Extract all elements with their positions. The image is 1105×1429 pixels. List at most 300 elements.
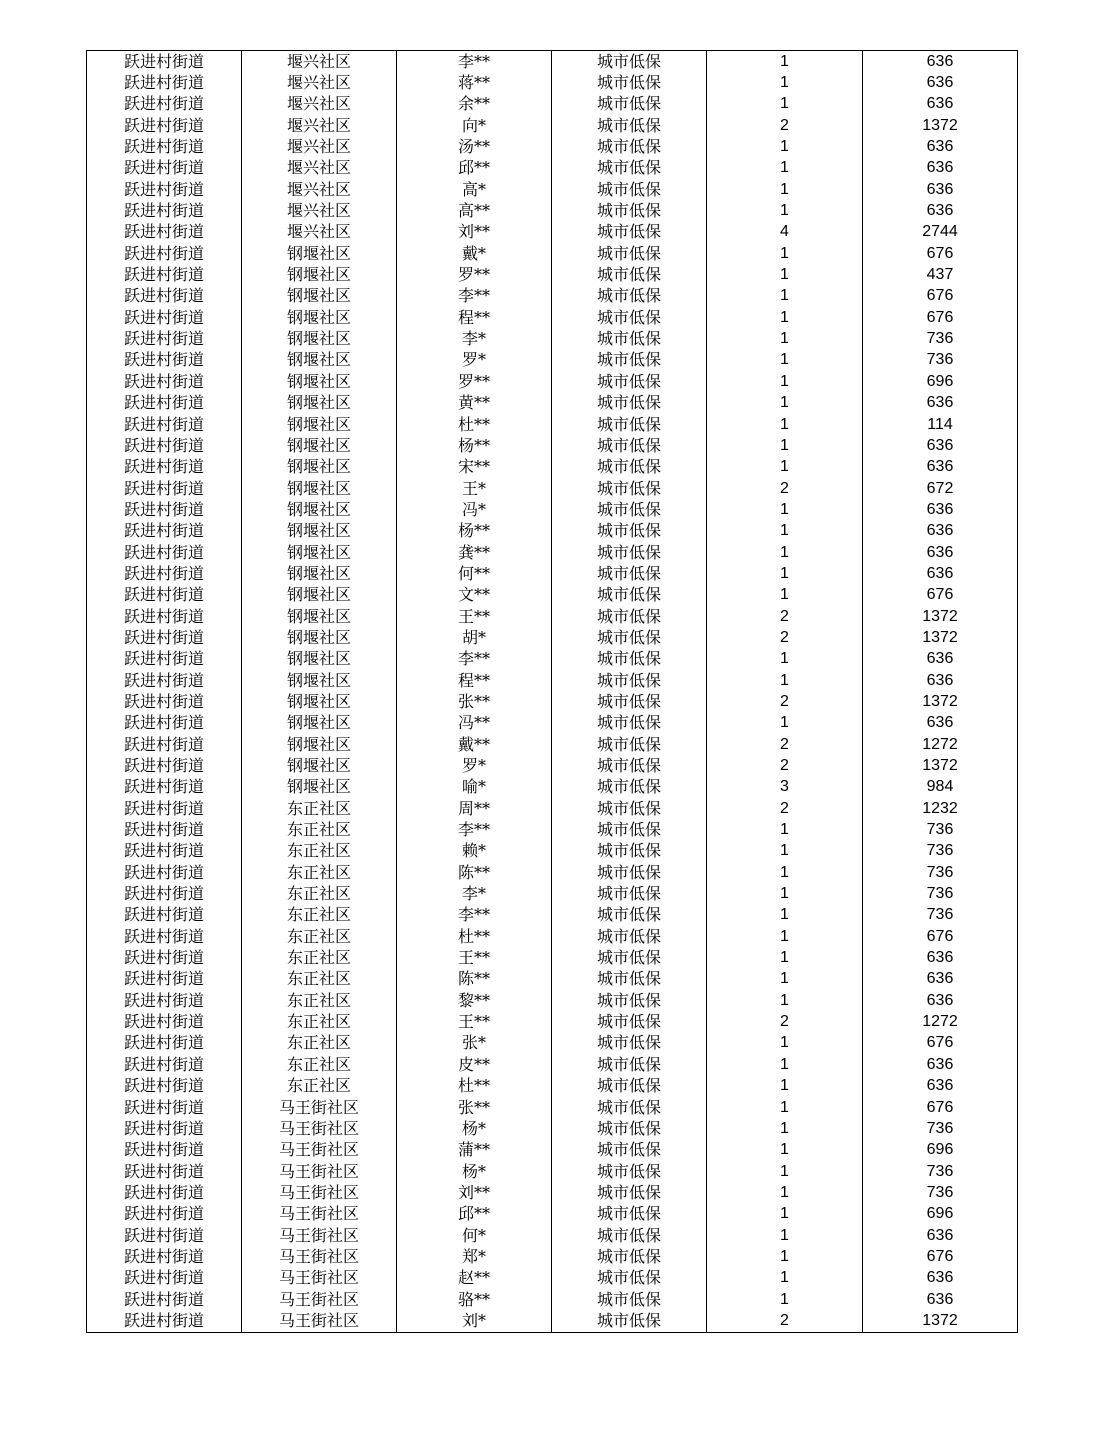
table-row [87, 371, 1018, 392]
cell-name: 周** [397, 798, 552, 819]
cell-category: 城市低保 [552, 179, 707, 200]
cell-community: 钢堰社区 [242, 307, 397, 328]
cell-category: 城市低保 [552, 1118, 707, 1139]
cell-name: 黄** [397, 393, 552, 414]
cell-persons: 1 [707, 200, 863, 221]
cell-street: 跃进村街道 [87, 1225, 242, 1246]
cell-street: 跃进村街道 [87, 1033, 242, 1054]
cell-name: 王** [397, 947, 552, 968]
cell-persons: 1 [707, 51, 863, 73]
cell-name: 李* [397, 328, 552, 349]
cell-amount: 1372 [863, 627, 1018, 648]
table-row [87, 200, 1018, 221]
cell-category: 城市低保 [552, 990, 707, 1011]
cell-street: 跃进村街道 [87, 841, 242, 862]
cell-category: 城市低保 [552, 521, 707, 542]
table-row [87, 1140, 1018, 1161]
table-row [87, 115, 1018, 136]
cell-community: 东正社区 [242, 969, 397, 990]
cell-category: 城市低保 [552, 798, 707, 819]
cell-amount: 636 [863, 393, 1018, 414]
cell-street: 跃进村街道 [87, 627, 242, 648]
cell-street: 跃进村街道 [87, 371, 242, 392]
table-row [87, 521, 1018, 542]
cell-persons: 1 [707, 94, 863, 115]
cell-name: 罗** [397, 371, 552, 392]
cell-street: 跃进村街道 [87, 691, 242, 712]
cell-name: 王* [397, 478, 552, 499]
cell-name: 陈** [397, 969, 552, 990]
cell-name: 杨* [397, 1161, 552, 1182]
cell-persons: 1 [707, 264, 863, 285]
cell-community: 马王街社区 [242, 1097, 397, 1118]
table-row [87, 94, 1018, 115]
table-row [87, 478, 1018, 499]
cell-amount: 636 [863, 521, 1018, 542]
cell-street: 跃进村街道 [87, 286, 242, 307]
cell-community: 东正社区 [242, 1033, 397, 1054]
cell-persons: 1 [707, 1182, 863, 1203]
cell-community: 马王街社区 [242, 1182, 397, 1203]
table-row [87, 1033, 1018, 1054]
cell-amount: 636 [863, 1268, 1018, 1289]
cell-amount: 636 [863, 649, 1018, 670]
cell-name: 宋** [397, 457, 552, 478]
cell-amount: 676 [863, 1097, 1018, 1118]
cell-category: 城市低保 [552, 200, 707, 221]
cell-name: 骆** [397, 1289, 552, 1310]
cell-community: 钢堰社区 [242, 713, 397, 734]
cell-amount: 984 [863, 777, 1018, 798]
cell-persons: 1 [707, 563, 863, 584]
cell-street: 跃进村街道 [87, 1140, 242, 1161]
cell-street: 跃进村街道 [87, 521, 242, 542]
cell-persons: 3 [707, 777, 863, 798]
cell-amount: 636 [863, 457, 1018, 478]
cell-community: 钢堰社区 [242, 371, 397, 392]
cell-name: 冯** [397, 713, 552, 734]
cell-community: 钢堰社区 [242, 499, 397, 520]
table-row [87, 499, 1018, 520]
cell-name: 李** [397, 649, 552, 670]
table-row [87, 264, 1018, 285]
cell-persons: 1 [707, 179, 863, 200]
cell-street: 跃进村街道 [87, 755, 242, 776]
table-row [87, 1289, 1018, 1310]
cell-name: 张** [397, 691, 552, 712]
table-row [87, 136, 1018, 157]
cell-persons: 1 [707, 819, 863, 840]
cell-community: 东正社区 [242, 1011, 397, 1032]
cell-persons: 1 [707, 713, 863, 734]
cell-community: 东正社区 [242, 990, 397, 1011]
cell-amount: 636 [863, 713, 1018, 734]
cell-street: 跃进村街道 [87, 328, 242, 349]
cell-street: 跃进村街道 [87, 926, 242, 947]
cell-amount: 636 [863, 51, 1018, 73]
cell-category: 城市低保 [552, 72, 707, 93]
table-row [87, 1268, 1018, 1289]
cell-amount: 736 [863, 905, 1018, 926]
cell-amount: 736 [863, 1161, 1018, 1182]
cell-community: 钢堰社区 [242, 777, 397, 798]
table-row [87, 414, 1018, 435]
cell-name: 戴** [397, 734, 552, 755]
table-row [87, 1097, 1018, 1118]
cell-community: 东正社区 [242, 819, 397, 840]
cell-name: 罗* [397, 755, 552, 776]
cell-category: 城市低保 [552, 819, 707, 840]
cell-amount: 676 [863, 1246, 1018, 1267]
cell-amount: 736 [863, 1118, 1018, 1139]
cell-persons: 1 [707, 1225, 863, 1246]
table-row [87, 1161, 1018, 1182]
cell-category: 城市低保 [552, 435, 707, 456]
cell-persons: 1 [707, 1289, 863, 1310]
cell-category: 城市低保 [552, 158, 707, 179]
table-row [87, 777, 1018, 798]
cell-name: 杜** [397, 926, 552, 947]
cell-street: 跃进村街道 [87, 264, 242, 285]
table-row [87, 307, 1018, 328]
cell-category: 城市低保 [552, 1076, 707, 1097]
cell-name: 胡* [397, 627, 552, 648]
cell-community: 钢堰社区 [242, 734, 397, 755]
cell-name: 李** [397, 905, 552, 926]
cell-category: 城市低保 [552, 777, 707, 798]
cell-community: 钢堰社区 [242, 755, 397, 776]
cell-name: 李* [397, 883, 552, 904]
cell-amount: 636 [863, 1289, 1018, 1310]
table-row [87, 1246, 1018, 1267]
cell-category: 城市低保 [552, 94, 707, 115]
cell-name: 皮** [397, 1054, 552, 1075]
cell-amount: 1372 [863, 755, 1018, 776]
cell-street: 跃进村街道 [87, 51, 242, 73]
cell-name: 余** [397, 94, 552, 115]
cell-persons: 2 [707, 734, 863, 755]
cell-community: 马王街社区 [242, 1268, 397, 1289]
cell-category: 城市低保 [552, 606, 707, 627]
cell-persons: 1 [707, 947, 863, 968]
table-row [87, 883, 1018, 904]
cell-category: 城市低保 [552, 1033, 707, 1054]
cell-community: 堰兴社区 [242, 200, 397, 221]
cell-amount: 636 [863, 563, 1018, 584]
cell-persons: 1 [707, 286, 863, 307]
cell-community: 马王街社区 [242, 1204, 397, 1225]
cell-category: 城市低保 [552, 862, 707, 883]
cell-category: 城市低保 [552, 649, 707, 670]
table-row [87, 862, 1018, 883]
cell-category: 城市低保 [552, 969, 707, 990]
cell-street: 跃进村街道 [87, 1011, 242, 1032]
table-row [87, 926, 1018, 947]
cell-amount: 636 [863, 990, 1018, 1011]
roster-body [87, 51, 1018, 1333]
cell-community: 钢堰社区 [242, 286, 397, 307]
cell-street: 跃进村街道 [87, 499, 242, 520]
cell-persons: 1 [707, 521, 863, 542]
cell-amount: 736 [863, 841, 1018, 862]
cell-street: 跃进村街道 [87, 1097, 242, 1118]
cell-street: 跃进村街道 [87, 777, 242, 798]
cell-persons: 1 [707, 542, 863, 563]
cell-category: 城市低保 [552, 478, 707, 499]
cell-community: 钢堰社区 [242, 243, 397, 264]
cell-community: 钢堰社区 [242, 606, 397, 627]
cell-persons: 1 [707, 862, 863, 883]
table-row [87, 1076, 1018, 1097]
cell-community: 堰兴社区 [242, 72, 397, 93]
cell-name: 杜** [397, 1076, 552, 1097]
cell-persons: 1 [707, 72, 863, 93]
cell-persons: 1 [707, 990, 863, 1011]
cell-category: 城市低保 [552, 947, 707, 968]
cell-amount: 636 [863, 969, 1018, 990]
cell-persons: 1 [707, 841, 863, 862]
cell-amount: 636 [863, 499, 1018, 520]
cell-amount: 696 [863, 1140, 1018, 1161]
table-row [87, 457, 1018, 478]
cell-persons: 1 [707, 393, 863, 414]
cell-category: 城市低保 [552, 713, 707, 734]
cell-name: 邱** [397, 1204, 552, 1225]
cell-category: 城市低保 [552, 1289, 707, 1310]
cell-name: 蒋** [397, 72, 552, 93]
cell-persons: 2 [707, 1310, 863, 1332]
cell-category: 城市低保 [552, 51, 707, 73]
cell-persons: 1 [707, 457, 863, 478]
cell-community: 钢堰社区 [242, 542, 397, 563]
cell-category: 城市低保 [552, 926, 707, 947]
cell-street: 跃进村街道 [87, 862, 242, 883]
cell-category: 城市低保 [552, 222, 707, 243]
cell-community: 堰兴社区 [242, 179, 397, 200]
cell-street: 跃进村街道 [87, 1204, 242, 1225]
table-row [87, 1011, 1018, 1032]
cell-name: 程** [397, 670, 552, 691]
cell-community: 东正社区 [242, 947, 397, 968]
cell-persons: 1 [707, 1204, 863, 1225]
cell-name: 罗** [397, 264, 552, 285]
cell-street: 跃进村街道 [87, 136, 242, 157]
cell-name: 蒲** [397, 1140, 552, 1161]
cell-amount: 676 [863, 286, 1018, 307]
cell-persons: 1 [707, 1268, 863, 1289]
cell-name: 高* [397, 179, 552, 200]
cell-persons: 2 [707, 606, 863, 627]
table-row [87, 179, 1018, 200]
cell-category: 城市低保 [552, 905, 707, 926]
cell-persons: 4 [707, 222, 863, 243]
cell-community: 马王街社区 [242, 1310, 397, 1332]
cell-persons: 1 [707, 499, 863, 520]
cell-amount: 1272 [863, 734, 1018, 755]
cell-street: 跃进村街道 [87, 414, 242, 435]
cell-community: 钢堰社区 [242, 627, 397, 648]
cell-amount: 1232 [863, 798, 1018, 819]
table-row [87, 1310, 1018, 1332]
cell-persons: 1 [707, 307, 863, 328]
cell-name: 邱** [397, 158, 552, 179]
cell-category: 城市低保 [552, 1204, 707, 1225]
cell-community: 东正社区 [242, 883, 397, 904]
cell-amount: 114 [863, 414, 1018, 435]
cell-street: 跃进村街道 [87, 350, 242, 371]
cell-street: 跃进村街道 [87, 670, 242, 691]
cell-amount: 736 [863, 862, 1018, 883]
cell-category: 城市低保 [552, 1140, 707, 1161]
cell-category: 城市低保 [552, 414, 707, 435]
assistance-roster-table [86, 50, 1018, 1333]
cell-category: 城市低保 [552, 115, 707, 136]
cell-name: 张** [397, 1097, 552, 1118]
cell-street: 跃进村街道 [87, 1182, 242, 1203]
cell-name: 杜** [397, 414, 552, 435]
cell-category: 城市低保 [552, 1225, 707, 1246]
cell-street: 跃进村街道 [87, 798, 242, 819]
cell-name: 赵** [397, 1268, 552, 1289]
cell-amount: 676 [863, 585, 1018, 606]
cell-street: 跃进村街道 [87, 606, 242, 627]
cell-amount: 636 [863, 200, 1018, 221]
cell-name: 向* [397, 115, 552, 136]
cell-amount: 636 [863, 72, 1018, 93]
table-row [87, 435, 1018, 456]
cell-community: 钢堰社区 [242, 264, 397, 285]
cell-category: 城市低保 [552, 307, 707, 328]
table-row [87, 819, 1018, 840]
cell-community: 钢堰社区 [242, 670, 397, 691]
cell-persons: 1 [707, 371, 863, 392]
cell-category: 城市低保 [552, 328, 707, 349]
cell-name: 王** [397, 1011, 552, 1032]
cell-name: 程** [397, 307, 552, 328]
cell-name: 何* [397, 1225, 552, 1246]
table-row [87, 1204, 1018, 1225]
cell-name: 杨** [397, 521, 552, 542]
cell-category: 城市低保 [552, 755, 707, 776]
cell-amount: 636 [863, 435, 1018, 456]
cell-community: 马王街社区 [242, 1225, 397, 1246]
cell-community: 钢堰社区 [242, 414, 397, 435]
table-row [87, 691, 1018, 712]
table-row [87, 393, 1018, 414]
table-row [87, 1225, 1018, 1246]
cell-amount: 736 [863, 350, 1018, 371]
cell-street: 跃进村街道 [87, 435, 242, 456]
cell-amount: 636 [863, 542, 1018, 563]
cell-community: 钢堰社区 [242, 649, 397, 670]
cell-street: 跃进村街道 [87, 563, 242, 584]
cell-amount: 636 [863, 179, 1018, 200]
cell-community: 东正社区 [242, 905, 397, 926]
cell-amount: 1372 [863, 1310, 1018, 1332]
cell-amount: 636 [863, 94, 1018, 115]
table-row [87, 990, 1018, 1011]
table-row [87, 350, 1018, 371]
cell-street: 跃进村街道 [87, 969, 242, 990]
table-row [87, 51, 1018, 73]
cell-name: 喻* [397, 777, 552, 798]
cell-persons: 1 [707, 926, 863, 947]
cell-amount: 636 [863, 158, 1018, 179]
cell-amount: 636 [863, 670, 1018, 691]
cell-street: 跃进村街道 [87, 94, 242, 115]
cell-persons: 1 [707, 905, 863, 926]
cell-category: 城市低保 [552, 286, 707, 307]
cell-category: 城市低保 [552, 1268, 707, 1289]
cell-community: 马王街社区 [242, 1246, 397, 1267]
cell-street: 跃进村街道 [87, 1076, 242, 1097]
cell-community: 东正社区 [242, 841, 397, 862]
cell-street: 跃进村街道 [87, 1054, 242, 1075]
cell-street: 跃进村街道 [87, 819, 242, 840]
cell-street: 跃进村街道 [87, 990, 242, 1011]
cell-street: 跃进村街道 [87, 478, 242, 499]
cell-amount: 437 [863, 264, 1018, 285]
cell-amount: 736 [863, 1182, 1018, 1203]
cell-community: 钢堰社区 [242, 393, 397, 414]
table-row [87, 243, 1018, 264]
cell-community: 钢堰社区 [242, 350, 397, 371]
cell-name: 刘* [397, 1310, 552, 1332]
cell-name: 高** [397, 200, 552, 221]
cell-community: 堰兴社区 [242, 115, 397, 136]
cell-street: 跃进村街道 [87, 457, 242, 478]
table-row [87, 542, 1018, 563]
table-row [87, 969, 1018, 990]
cell-community: 堰兴社区 [242, 158, 397, 179]
cell-name: 戴* [397, 243, 552, 264]
cell-street: 跃进村街道 [87, 883, 242, 904]
cell-name: 陈** [397, 862, 552, 883]
cell-persons: 1 [707, 328, 863, 349]
cell-community: 钢堰社区 [242, 457, 397, 478]
cell-street: 跃进村街道 [87, 243, 242, 264]
cell-name: 刘** [397, 1182, 552, 1203]
cell-community: 马王街社区 [242, 1118, 397, 1139]
cell-persons: 1 [707, 1033, 863, 1054]
cell-persons: 1 [707, 1246, 863, 1267]
cell-street: 跃进村街道 [87, 1310, 242, 1332]
cell-street: 跃进村街道 [87, 222, 242, 243]
cell-category: 城市低保 [552, 457, 707, 478]
cell-community: 钢堰社区 [242, 521, 397, 542]
table-row [87, 158, 1018, 179]
table-row [87, 72, 1018, 93]
cell-amount: 672 [863, 478, 1018, 499]
cell-amount: 696 [863, 371, 1018, 392]
cell-persons: 1 [707, 1097, 863, 1118]
cell-name: 杨* [397, 1118, 552, 1139]
cell-persons: 1 [707, 649, 863, 670]
cell-amount: 736 [863, 819, 1018, 840]
cell-persons: 1 [707, 883, 863, 904]
table-row [87, 286, 1018, 307]
cell-persons: 2 [707, 627, 863, 648]
table-row [87, 734, 1018, 755]
cell-amount: 1372 [863, 115, 1018, 136]
cell-persons: 1 [707, 670, 863, 691]
cell-amount: 1272 [863, 1011, 1018, 1032]
cell-street: 跃进村街道 [87, 585, 242, 606]
cell-category: 城市低保 [552, 1246, 707, 1267]
cell-category: 城市低保 [552, 1310, 707, 1332]
table-row [87, 649, 1018, 670]
table-row [87, 841, 1018, 862]
